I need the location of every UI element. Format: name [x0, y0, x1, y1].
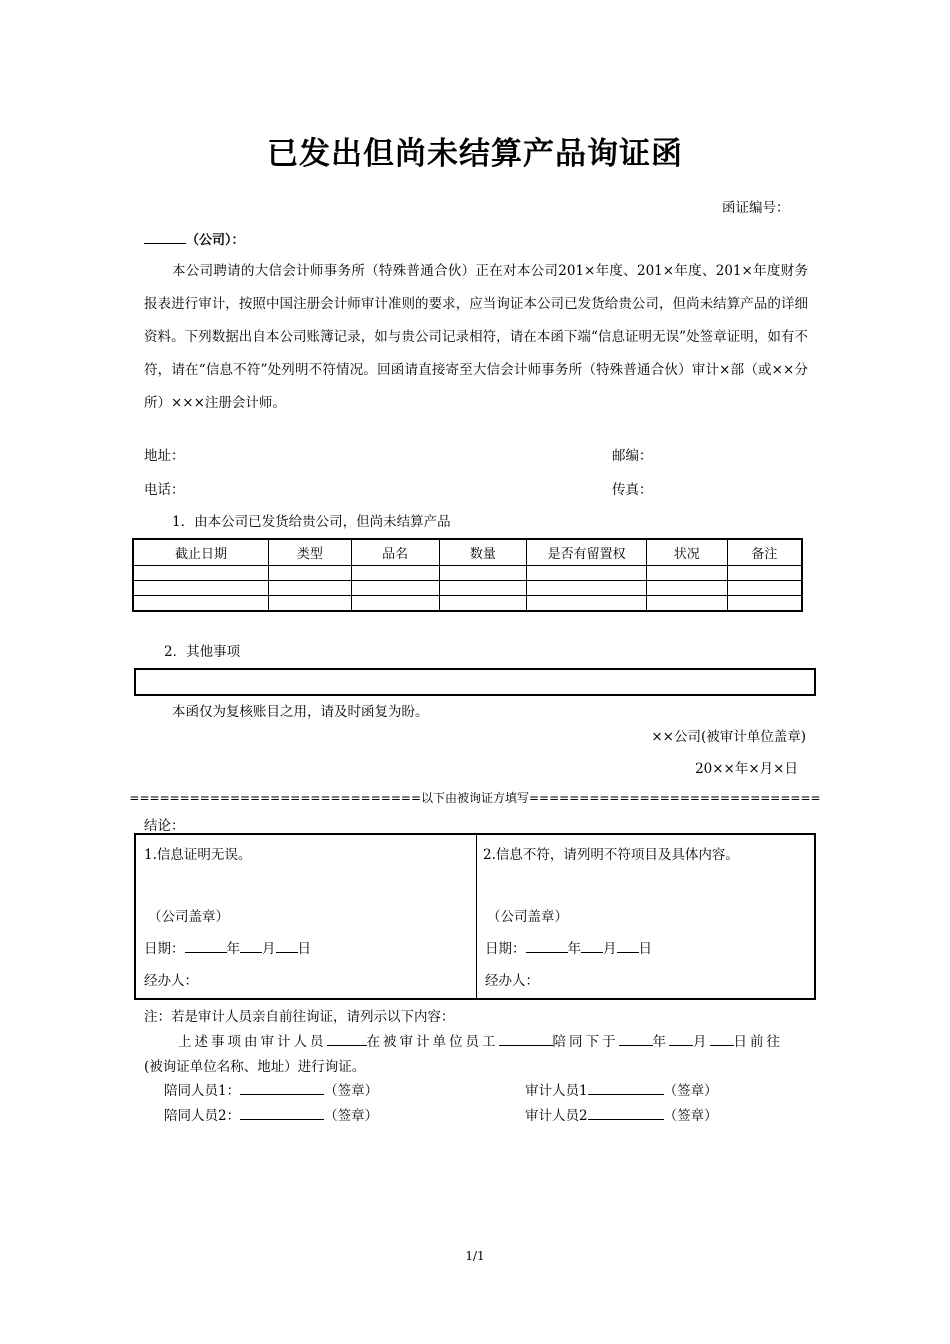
- mismatch-date: [485, 937, 652, 957]
- day-label: 日: [297, 941, 311, 957]
- intro-paragraph: 本公司聘请的大信会计师事务所（特殊普通合伙）正在对本公司201×年度、201×年度、201×年度财务报表进行审计，按照中国注册会计师审计准则的要求，应当询证本公司已发货给贵公司，但尚未结算产品的详细资料。下列数据出自本公司账簿记录，如与贵公司记录相符，请在本函下端“信息证明无误”处签章证明，如有不符，请在“信息不符”处列明不符情况。回函请直接寄至大信会计师事务所（特殊普通合伙）审计×部（或××分所）×××注册会计师。: [144, 263, 808, 411]
- addressee-suffix: （公司）：: [186, 233, 245, 248]
- sign-label: （签章）: [324, 1083, 379, 1099]
- month-blank: [240, 938, 262, 953]
- table-cell[interactable]: [727, 581, 802, 596]
- day-blank: [276, 938, 298, 953]
- auditor-blank: [327, 1031, 367, 1046]
- escort1-signature-blank[interactable]: [240, 1080, 324, 1095]
- column-header: 是否有留置权: [527, 539, 647, 566]
- auditor2-line: [525, 1104, 718, 1124]
- month-blank: [669, 1031, 693, 1046]
- table-cell[interactable]: [727, 566, 802, 581]
- table-cell[interactable]: [646, 581, 727, 596]
- fax-label: 传真：: [612, 482, 653, 498]
- column-header: 状况: [646, 539, 727, 566]
- table-cell[interactable]: [527, 566, 647, 581]
- auditor1-label: 审计人员1: [525, 1083, 588, 1099]
- auditor2-signature-blank[interactable]: [588, 1105, 664, 1120]
- escort1-label: 陪同人员1：: [164, 1083, 241, 1099]
- table-cell[interactable]: [527, 596, 647, 612]
- escort2-signature-blank[interactable]: [240, 1105, 324, 1120]
- note-text: 陪同下于: [552, 1034, 619, 1050]
- note-text: 上述事项由审计人员: [178, 1034, 327, 1050]
- sign-label: （签章）: [324, 1108, 379, 1124]
- letter-number-label: 函证编号：: [722, 200, 790, 216]
- sign-label: （签章）: [663, 1083, 718, 1099]
- column-header: 数量: [439, 539, 527, 566]
- confirm-handler: 经办人：: [144, 973, 198, 989]
- closing-note: 本函仅为复核账目之用，请及时函复为盼。: [172, 704, 429, 720]
- table-row: [133, 596, 802, 612]
- conclusion-box: [134, 833, 816, 1000]
- note-line2: (被询证单位名称、地址）进行询证。: [144, 1059, 366, 1075]
- addressee: [144, 229, 245, 248]
- table-row: [133, 566, 802, 581]
- mismatch-handler: 经办人：: [485, 973, 539, 989]
- confirm-seal: （公司盖章）: [148, 909, 229, 925]
- note-text: 日前往: [733, 1034, 783, 1050]
- table-cell[interactable]: [646, 596, 727, 612]
- reply-separator: =============================以下由被询证方填写=============================: [129, 791, 821, 805]
- conclusion-label: 结论：: [144, 818, 185, 834]
- table-cell[interactable]: [527, 581, 647, 596]
- table-cell[interactable]: [351, 581, 439, 596]
- column-header: 备注: [727, 539, 802, 566]
- page-number: 1/1: [465, 1249, 485, 1263]
- escort2-line: [164, 1104, 378, 1124]
- table-header-row: [133, 539, 802, 566]
- conclusion-confirm-cell[interactable]: [136, 835, 476, 998]
- day-blank: [710, 1031, 734, 1046]
- note-text: 年: [652, 1034, 669, 1050]
- table-cell[interactable]: [269, 596, 352, 612]
- table-cell[interactable]: [727, 596, 802, 612]
- column-header: 截止日期: [133, 539, 269, 566]
- month-label: 月: [603, 941, 617, 957]
- sign-label: （签章）: [663, 1108, 718, 1124]
- mismatch-seal: （公司盖章）: [487, 909, 568, 925]
- date-label: 日期：: [144, 941, 185, 957]
- table-cell[interactable]: [269, 566, 352, 581]
- note-intro: 注：若是审计人员亲自前往询证，请列示以下内容：: [144, 1009, 455, 1025]
- note-text: 在被审计单位员工: [366, 1034, 499, 1050]
- escort1-line: [164, 1079, 378, 1099]
- note-line1: [178, 1030, 783, 1050]
- year-blank: [526, 938, 568, 953]
- postcode-label: 邮编：: [612, 448, 653, 464]
- year-blank: [185, 938, 227, 953]
- confirm-title: 1.信息证明无误。: [144, 847, 252, 863]
- year-label: 年: [567, 941, 581, 957]
- conclusion-mismatch-cell[interactable]: [477, 835, 814, 998]
- unsettled-products-table: [132, 538, 803, 612]
- column-header: 类型: [269, 539, 352, 566]
- mismatch-title: 2.信息不符，请列明不符项目及具体内容。: [483, 847, 739, 863]
- sender-date: 20××年×月×日: [695, 761, 798, 777]
- year-label: 年: [226, 941, 240, 957]
- auditor2-label: 审计人员2: [525, 1108, 588, 1124]
- note-text: 月: [693, 1034, 710, 1050]
- day-label: 日: [638, 941, 652, 957]
- day-blank: [617, 938, 639, 953]
- table-cell[interactable]: [133, 566, 269, 581]
- confirm-date: [144, 937, 311, 957]
- table-cell[interactable]: [351, 596, 439, 612]
- month-blank: [581, 938, 603, 953]
- section2-heading: 2．其他事项: [164, 644, 241, 660]
- employee-blank: [499, 1031, 553, 1046]
- table-row: [133, 581, 802, 596]
- table-cell[interactable]: [439, 596, 527, 612]
- table-cell[interactable]: [351, 566, 439, 581]
- addressee-blank: [144, 229, 186, 244]
- month-label: 月: [262, 941, 276, 957]
- year-blank: [619, 1031, 653, 1046]
- page-title: 已发出但尚未结算产品询证函: [267, 136, 683, 172]
- table-cell[interactable]: [646, 566, 727, 581]
- section1-heading: 1．由本公司已发货给贵公司，但尚未结算产品: [172, 514, 451, 530]
- column-header: 品名: [351, 539, 439, 566]
- sender-seal: ××公司(被审计单位盖章): [651, 729, 806, 745]
- other-matters-box[interactable]: [134, 668, 816, 696]
- escort2-label: 陪同人员2：: [164, 1108, 241, 1124]
- phone-label: 电话：: [144, 482, 185, 498]
- table-cell[interactable]: [269, 581, 352, 596]
- table-cell[interactable]: [133, 596, 269, 612]
- table-cell[interactable]: [133, 581, 269, 596]
- date-label: 日期：: [485, 941, 526, 957]
- auditor1-signature-blank[interactable]: [588, 1080, 664, 1095]
- table-cell[interactable]: [439, 566, 527, 581]
- table-cell[interactable]: [439, 581, 527, 596]
- address-label: 地址：: [144, 448, 185, 464]
- auditor1-line: [525, 1079, 718, 1099]
